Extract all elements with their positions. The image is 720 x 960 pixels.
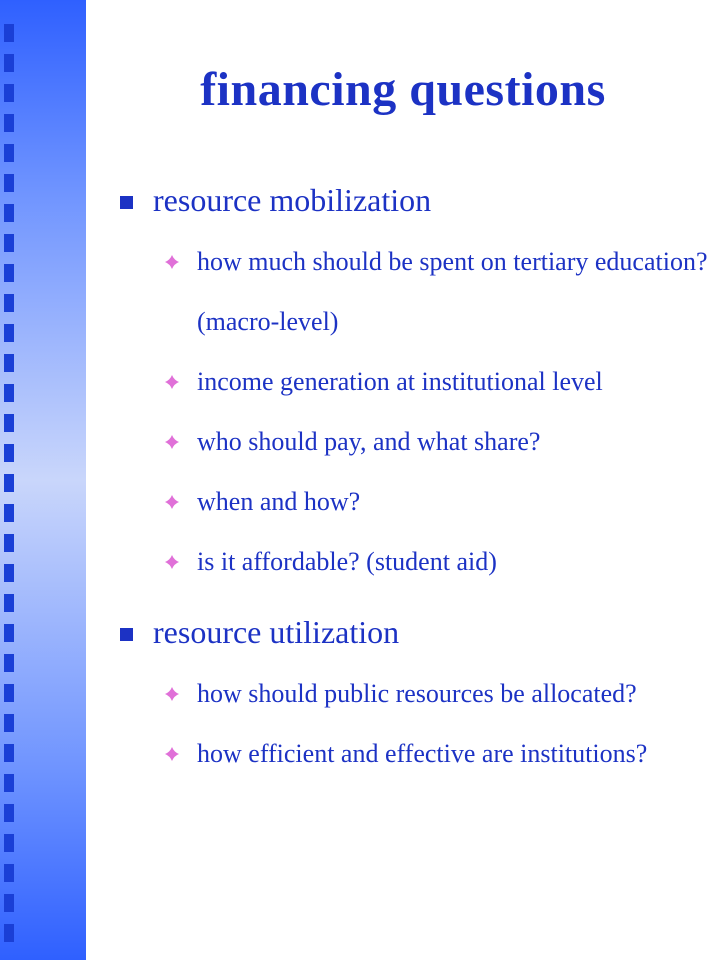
sub-bullet-label: how much should be spent on tertiary education? (macro-level): [197, 247, 708, 336]
main-bullet-label: resource mobilization: [153, 182, 432, 218]
main-bullet-resource-mobilization: [120, 180, 710, 220]
bullet-list: [120, 180, 710, 784]
square-bullet-icon: [120, 628, 133, 641]
diamond-bullet-icon: [164, 374, 180, 390]
sub-bullet-label: how efficient and effective are institutions?: [197, 739, 648, 768]
sub-bullet: [164, 412, 710, 472]
square-bullet-icon: [120, 196, 133, 209]
diamond-bullet-icon: [164, 746, 180, 762]
sub-bullet: [164, 232, 710, 352]
diamond-bullet-icon: [164, 254, 180, 270]
sub-bullet-label: is it affordable? (student aid): [197, 547, 497, 576]
sub-bullet: [164, 352, 710, 412]
sub-bullet-group-mobilization: [120, 232, 710, 592]
sub-bullet: [164, 532, 710, 592]
diamond-bullet-icon: [164, 494, 180, 510]
sub-bullet-label: income generation at institutional level: [197, 367, 603, 396]
sub-bullet-label: when and how?: [197, 487, 361, 516]
dashed-edge-pattern: [4, 24, 14, 954]
main-bullet-resource-utilization: [120, 612, 710, 652]
diamond-bullet-icon: [164, 686, 180, 702]
side-decoration-band: [0, 0, 86, 960]
sub-bullet-label: who should pay, and what share?: [197, 427, 541, 456]
sub-bullet-group-utilization: [120, 664, 710, 784]
sub-bullet: [164, 724, 710, 784]
sub-bullet: [164, 664, 710, 724]
slide-title: financing questions: [200, 63, 606, 116]
diamond-bullet-icon: [164, 554, 180, 570]
diamond-bullet-icon: [164, 434, 180, 450]
sub-bullet-label: how should public resources be allocated?: [197, 679, 637, 708]
sub-bullet: [164, 472, 710, 532]
main-bullet-label: resource utilization: [153, 614, 400, 650]
